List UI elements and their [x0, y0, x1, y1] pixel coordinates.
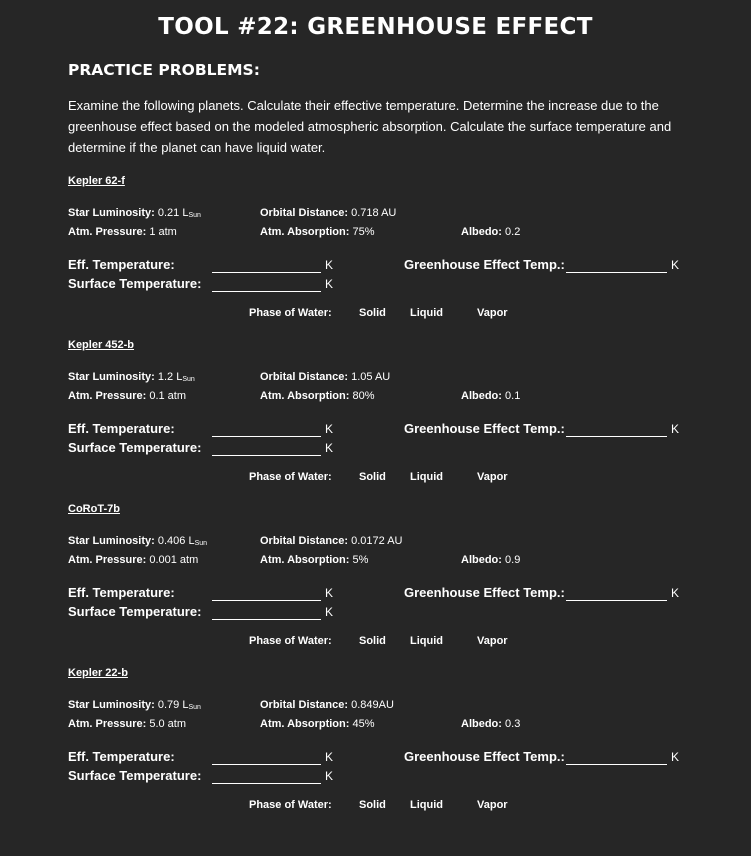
atm-absorption-value: 80%: [352, 390, 375, 402]
orbital-distance-value: 0.0172 AU: [351, 535, 403, 547]
atm-absorption-label: Atm. Absorption:: [260, 554, 350, 566]
instructions-paragraph: Examine the following planets. Calculate their effective temperature. Determine the increase due to the greenhouse effect based on the modeled atmospheric absorption. Calculate the surface temperature and determine if the planet can have liquid water.: [68, 98, 672, 155]
atm-absorption-value: 5%: [352, 554, 369, 566]
albedo-value: 0.2: [505, 226, 521, 238]
surface-temperature-label: Surface Temperature:: [68, 768, 202, 783]
atm-absorption: [260, 718, 375, 730]
atm-absorption-label: Atm. Absorption:: [260, 390, 350, 402]
atm-pressure: [68, 718, 186, 730]
star-luminosity-label: Star Luminosity:: [68, 535, 155, 547]
albedo-value: 0.9: [505, 554, 521, 566]
phase-option-vapor[interactable]: Vapor: [477, 635, 508, 647]
orbital-distance-label: Orbital Distance:: [260, 207, 349, 219]
albedo-value: 0.1: [505, 390, 521, 402]
star-luminosity-value: 1.2: [157, 371, 174, 383]
phase-option-vapor[interactable]: Vapor: [477, 799, 508, 811]
phase-option-liquid[interactable]: Liquid: [410, 635, 443, 647]
eff-temperature-unit: K: [325, 422, 334, 436]
page-title: TOOL #22: GREENHOUSE EFFECT: [158, 14, 593, 40]
section-heading: PRACTICE PROBLEMS:: [68, 61, 260, 79]
phase-option-solid[interactable]: Solid: [359, 635, 386, 647]
greenhouse-temp-answer-line[interactable]: [566, 436, 667, 437]
greenhouse-temp-unit: K: [671, 586, 680, 600]
star-luminosity-value: 0.406: [157, 535, 186, 547]
planet-block: [0, 667, 751, 827]
atm-pressure-label: Atm. Pressure:: [68, 718, 147, 730]
eff-temperature-label: Eff. Temperature:: [68, 749, 175, 764]
surface-temperature-answer-line[interactable]: [212, 619, 321, 620]
orbital-distance-label: Orbital Distance:: [260, 371, 349, 383]
atm-pressure-value: 5.0 atm: [149, 718, 187, 730]
phase-option-solid[interactable]: Solid: [359, 799, 386, 811]
orbital-distance: [260, 535, 402, 547]
atm-pressure-value: 0.1 atm: [149, 390, 187, 402]
eff-temperature-answer-line[interactable]: [212, 272, 321, 273]
planet-name: Kepler 62-f: [68, 175, 125, 187]
star-luminosity-label: Star Luminosity:: [68, 207, 155, 219]
phase-of-water-label: Phase of Water:: [249, 307, 332, 319]
greenhouse-temp-answer-line[interactable]: [566, 600, 667, 601]
surface-temperature-answer-line[interactable]: [212, 783, 321, 784]
surface-temperature-unit: K: [325, 605, 334, 619]
phase-option-liquid[interactable]: Liquid: [410, 799, 443, 811]
surface-temperature-answer-line[interactable]: [212, 291, 321, 292]
albedo: [461, 718, 520, 730]
phase-option-vapor[interactable]: Vapor: [477, 471, 508, 483]
phase-option-solid[interactable]: Solid: [359, 471, 386, 483]
atm-absorption-label: Atm. Absorption:: [260, 226, 350, 238]
greenhouse-temp-unit: K: [671, 258, 680, 272]
orbital-distance-value: 1.05 AU: [351, 371, 391, 383]
planet-block: [0, 503, 751, 663]
atm-pressure: [68, 226, 177, 238]
eff-temperature-label: Eff. Temperature:: [68, 585, 175, 600]
eff-temperature-label: Eff. Temperature:: [68, 257, 175, 272]
atm-absorption: [260, 554, 368, 566]
surface-temperature-unit: K: [325, 277, 334, 291]
greenhouse-temp-answer-line[interactable]: [566, 764, 667, 765]
atm-absorption: [260, 390, 375, 402]
orbital-distance-label: Orbital Distance:: [260, 535, 349, 547]
atm-absorption: [260, 226, 375, 238]
greenhouse-temp-answer-line[interactable]: [566, 272, 667, 273]
atm-pressure-label: Atm. Pressure:: [68, 226, 147, 238]
surface-temperature-label: Surface Temperature:: [68, 440, 202, 455]
phase-of-water-label: Phase of Water:: [249, 635, 332, 647]
greenhouse-temp-unit: K: [671, 750, 680, 764]
surface-temperature-answer-line[interactable]: [212, 455, 321, 456]
star-luminosity-label: Star Luminosity:: [68, 371, 155, 383]
star-luminosity-value: 0.79: [157, 699, 180, 711]
surface-temperature-unit: K: [325, 441, 334, 455]
atm-absorption-value: 45%: [352, 718, 375, 730]
phase-option-liquid[interactable]: Liquid: [410, 307, 443, 319]
greenhouse-temp-label: Greenhouse Effect Temp.:: [404, 257, 565, 272]
atm-pressure: [68, 390, 186, 402]
star-luminosity: [68, 207, 201, 219]
atm-absorption-label: Atm. Absorption:: [260, 718, 350, 730]
albedo-label: Albedo:: [461, 718, 502, 730]
lsun-symbol: LSun: [188, 535, 208, 547]
star-luminosity: [68, 371, 195, 383]
albedo: [461, 554, 520, 566]
eff-temperature-unit: K: [325, 750, 334, 764]
lsun-symbol: LSun: [176, 371, 195, 383]
surface-temperature-label: Surface Temperature:: [68, 276, 202, 291]
atm-pressure: [68, 554, 198, 566]
eff-temperature-answer-line[interactable]: [212, 436, 321, 437]
atm-pressure-value: 0.001 atm: [149, 554, 199, 566]
eff-temperature-answer-line[interactable]: [212, 764, 321, 765]
orbital-distance-value: 0.849AU: [351, 699, 394, 711]
lsun-symbol: LSun: [182, 699, 201, 711]
planet-block: [0, 175, 751, 335]
planet-name: Kepler 22-b: [68, 667, 128, 679]
greenhouse-temp-unit: K: [671, 422, 680, 436]
eff-temperature-unit: K: [325, 586, 334, 600]
star-luminosity: [68, 699, 201, 711]
atm-pressure-label: Atm. Pressure:: [68, 554, 147, 566]
planet-name: Kepler 452-b: [68, 339, 135, 351]
phase-option-vapor[interactable]: Vapor: [477, 307, 508, 319]
albedo-label: Albedo:: [461, 554, 502, 566]
albedo-label: Albedo:: [461, 226, 502, 238]
greenhouse-temp-label: Greenhouse Effect Temp.:: [404, 585, 565, 600]
atm-absorption-value: 75%: [352, 226, 375, 238]
phase-option-liquid[interactable]: Liquid: [410, 471, 443, 483]
atm-pressure-label: Atm. Pressure:: [68, 390, 147, 402]
phase-of-water-label: Phase of Water:: [249, 799, 332, 811]
phase-of-water-label: Phase of Water:: [249, 471, 332, 483]
greenhouse-temp-label: Greenhouse Effect Temp.:: [404, 421, 565, 436]
albedo: [461, 390, 520, 402]
star-luminosity-label: Star Luminosity:: [68, 699, 155, 711]
albedo: [461, 226, 520, 238]
albedo-label: Albedo:: [461, 390, 502, 402]
star-luminosity-value: 0.21: [157, 207, 180, 219]
phase-option-solid[interactable]: Solid: [359, 307, 386, 319]
orbital-distance: [260, 699, 394, 711]
eff-temperature-answer-line[interactable]: [212, 600, 321, 601]
orbital-distance: [260, 207, 396, 219]
planet-name: CoRoT-7b: [68, 503, 120, 515]
lsun-symbol: LSun: [182, 207, 201, 219]
orbital-distance-label: Orbital Distance:: [260, 699, 349, 711]
eff-temperature-label: Eff. Temperature:: [68, 421, 175, 436]
albedo-value: 0.3: [505, 718, 521, 730]
eff-temperature-unit: K: [325, 258, 334, 272]
atm-pressure-value: 1 atm: [149, 226, 177, 238]
greenhouse-temp-label: Greenhouse Effect Temp.:: [404, 749, 565, 764]
planet-block: [0, 339, 751, 499]
star-luminosity: [68, 535, 207, 547]
orbital-distance-value: 0.718 AU: [351, 207, 397, 219]
surface-temperature-label: Surface Temperature:: [68, 604, 202, 619]
orbital-distance: [260, 371, 390, 383]
surface-temperature-unit: K: [325, 769, 334, 783]
